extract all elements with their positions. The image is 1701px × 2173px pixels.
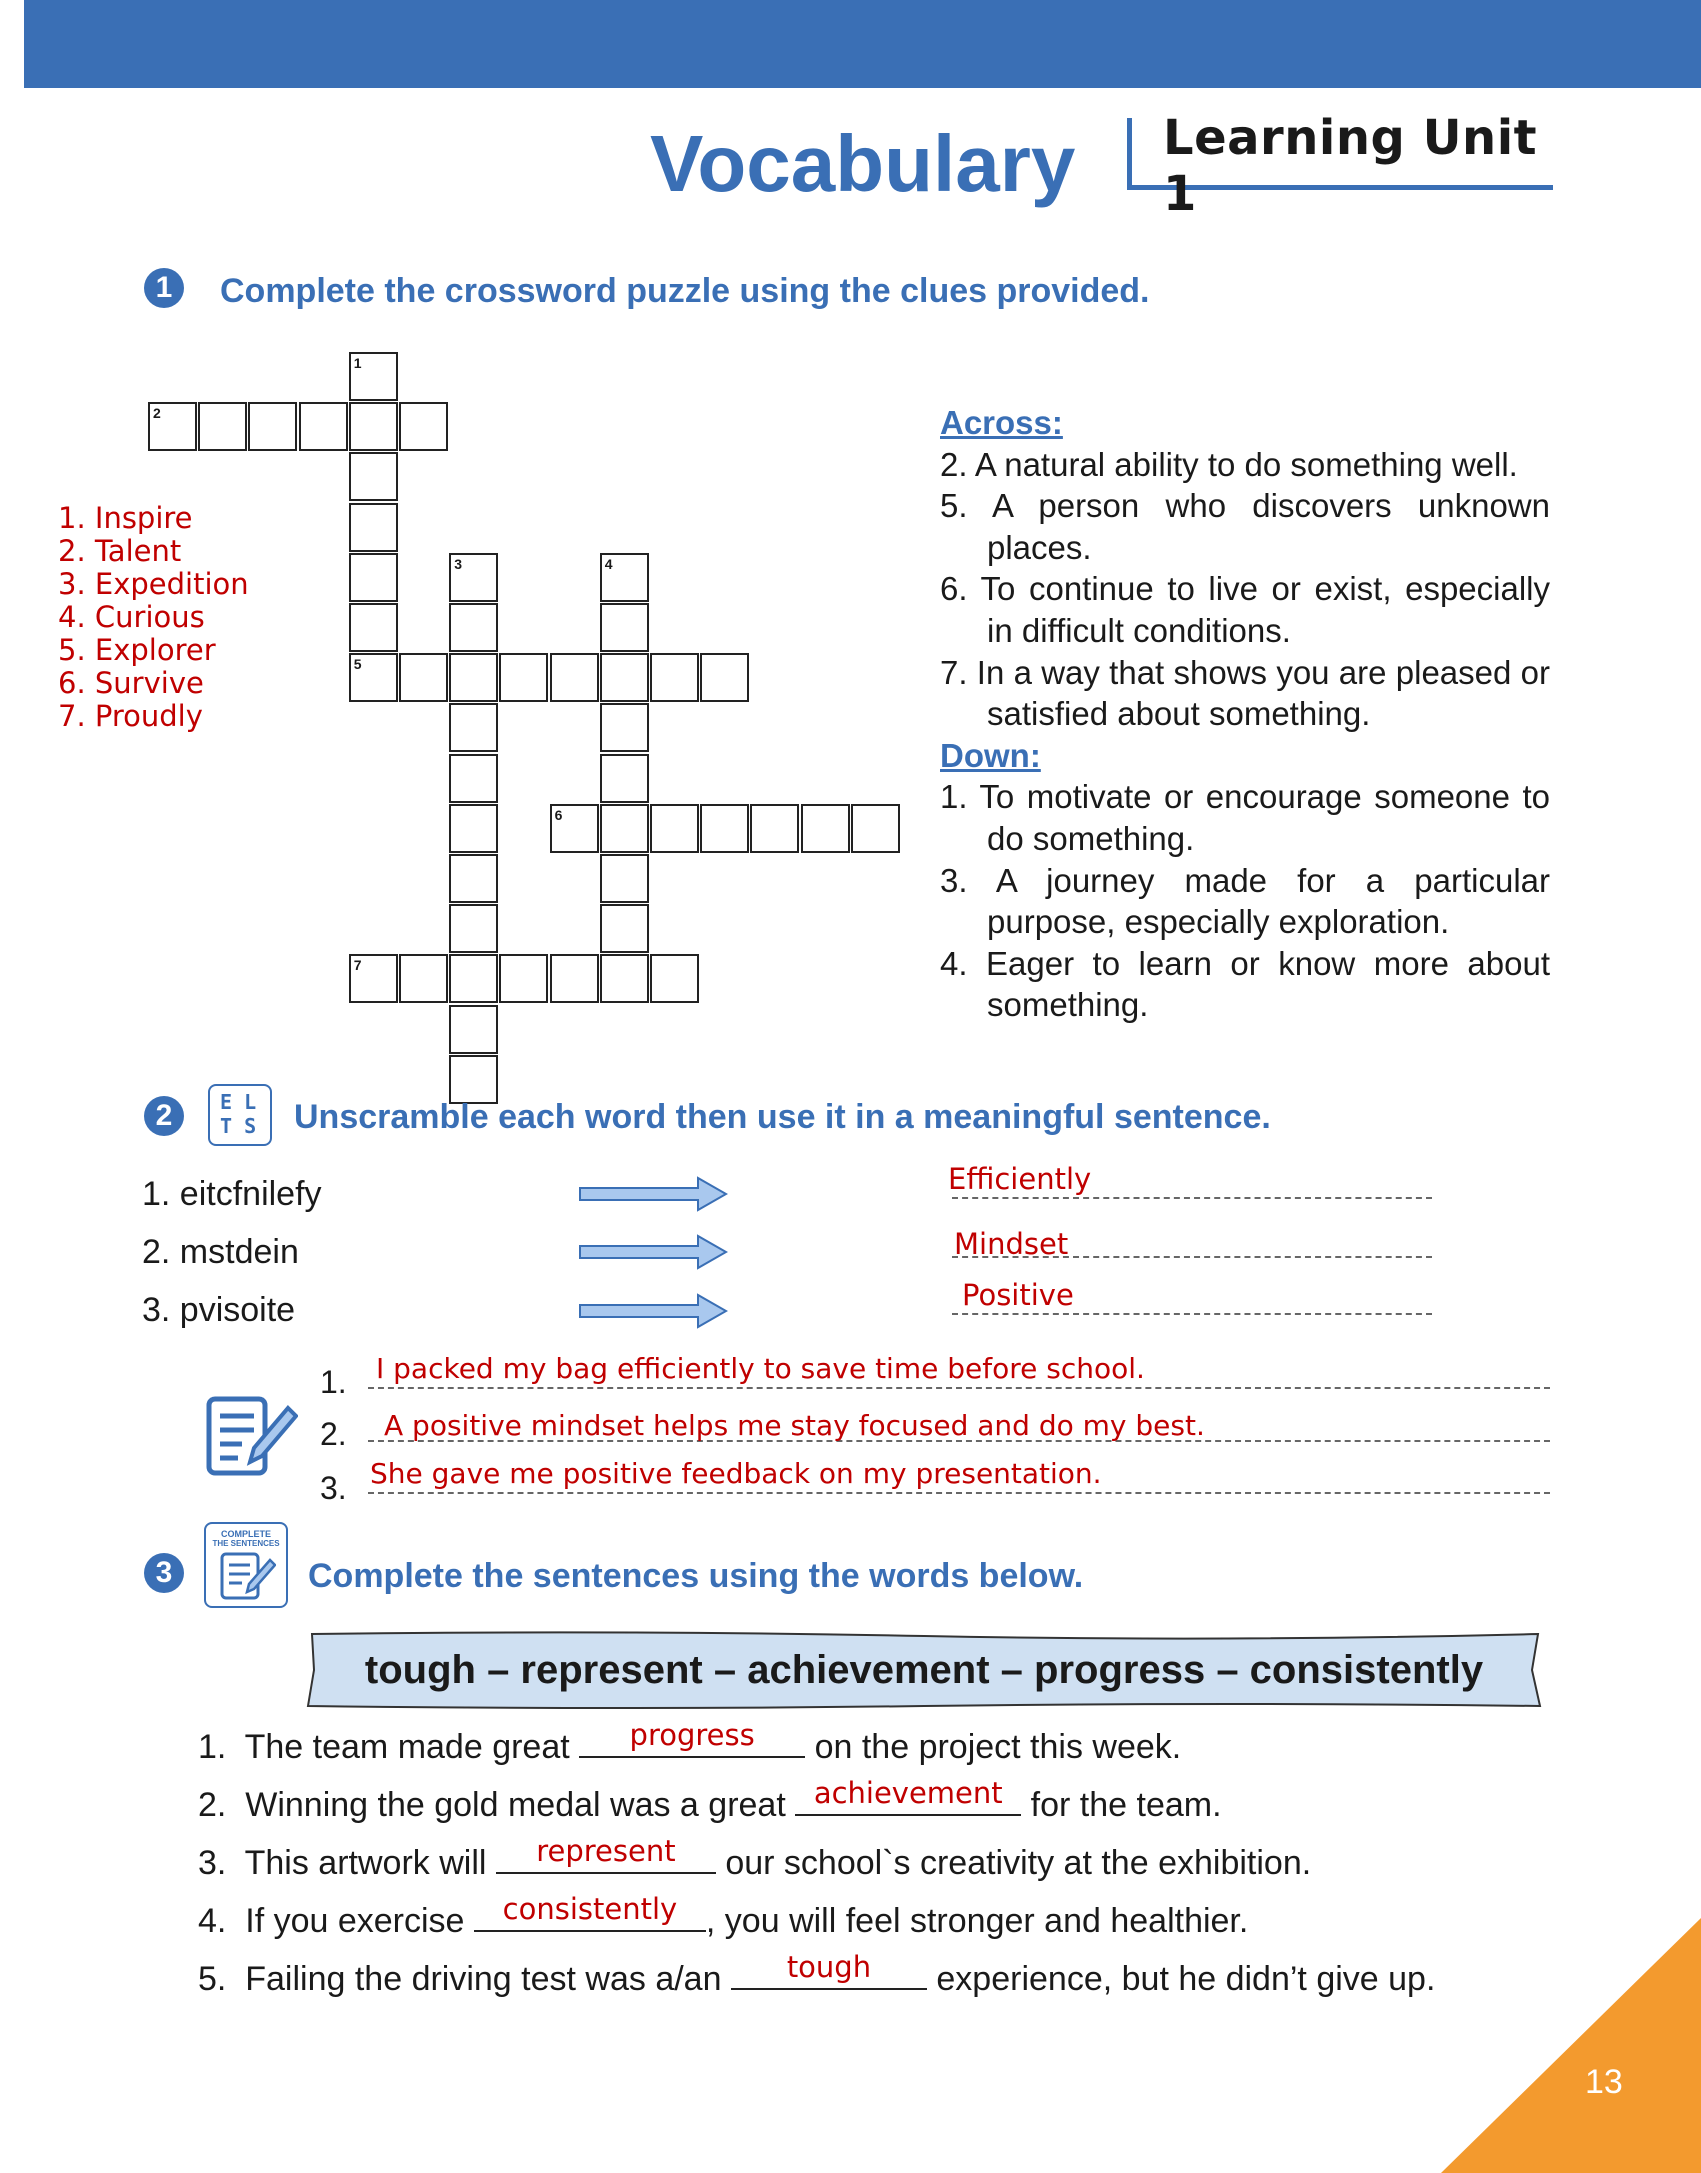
crossword-cell[interactable] [600, 954, 649, 1003]
sentence-end: experience, but he didn’t give up. [926, 1960, 1436, 1998]
crossword-cell[interactable] [299, 402, 348, 451]
answer-item: 7. Proudly [58, 699, 203, 733]
blank-field[interactable] [496, 1834, 716, 1874]
down-clue: 1. To motivate or encourage someone to do something. [940, 778, 1550, 857]
answer-item: 2. Talent [58, 534, 182, 568]
crossword-cell[interactable] [349, 352, 398, 401]
complete-sentences-icon [204, 1522, 288, 1608]
section-2-number-badge: 2 [144, 1096, 184, 1136]
scrambled-word: 3. pvisoite [142, 1291, 296, 1329]
sentence-end: on the project this week. [805, 1728, 1182, 1766]
scrambled-word: 1. eitcfnilefy [142, 1175, 322, 1213]
sentence-start: 2. Winning the gold medal was a great [198, 1786, 796, 1824]
section-3-number-badge: 3 [144, 1553, 184, 1593]
crossword-cell[interactable] [349, 452, 398, 501]
clue-number: 3 [454, 555, 462, 572]
crossword-cell[interactable] [550, 954, 599, 1003]
crossword-cell[interactable] [449, 553, 498, 602]
clue-number: 1 [353, 355, 362, 371]
across-clue: 5. A person who discovers unknown places. [940, 487, 1550, 566]
answer-line [952, 1313, 1432, 1315]
arrow-icon [578, 1293, 728, 1329]
header-bar [24, 0, 1701, 88]
crossword-cell[interactable] [600, 653, 649, 702]
crossword-cell[interactable] [700, 804, 749, 853]
crossword-cell[interactable] [499, 653, 548, 702]
crossword-cell[interactable] [499, 954, 548, 1003]
blank-answer: consistently [502, 1892, 678, 1926]
crossword-cell[interactable] [550, 804, 599, 853]
crossword-cell[interactable] [449, 954, 498, 1003]
ielts-letter: T [220, 1114, 233, 1138]
crossword-cell[interactable] [650, 653, 699, 702]
arrow-icon [578, 1234, 728, 1270]
clue-number: 5 [353, 656, 362, 673]
sentence-number: 2. [320, 1416, 347, 1452]
crossword-cell[interactable] [449, 904, 498, 953]
crossword-cell[interactable] [600, 904, 649, 953]
across-heading: Across: [940, 404, 1063, 441]
sentence-line [368, 1387, 1550, 1389]
crossword-cell[interactable] [349, 954, 398, 1003]
crossword-cell[interactable] [600, 804, 649, 853]
blank-answer: represent [536, 1834, 676, 1868]
crossword-cell[interactable] [650, 954, 699, 1003]
section-1-instruction: Complete the crossword puzzle using the clues provided. [220, 272, 1150, 310]
crossword-cell[interactable] [349, 603, 398, 652]
arrow-icon [578, 1176, 728, 1212]
answer-item: 5. Explorer [58, 633, 216, 667]
icon-label: COMPLETE [220, 1529, 271, 1539]
example-sentence: A positive mindset helps me stay focused and do my best. [384, 1409, 1205, 1442]
unit-title: Learning Unit 1 [1163, 110, 1538, 222]
crossword-cell[interactable] [349, 402, 398, 451]
sentence-number: 1. [320, 1364, 347, 1400]
crossword-cell[interactable] [600, 553, 649, 602]
blank-field[interactable] [579, 1718, 805, 1758]
sentence-start: 4. If you exercise [198, 1902, 474, 1940]
blank-field[interactable] [474, 1892, 706, 1932]
crossword-cell[interactable] [198, 402, 247, 451]
answer-item: 3. Expedition [58, 567, 249, 601]
sentence-start: 5. Failing the driving test was a/an [198, 1960, 731, 1998]
sentence-line [368, 1492, 1550, 1494]
blank-answer: progress [629, 1718, 755, 1752]
crossword-answer-list [58, 502, 249, 733]
icon-label: THE SENTENCES [212, 1539, 280, 1548]
scrambled-word: 2. mstdein [142, 1233, 299, 1271]
crossword-cell[interactable] [449, 1005, 498, 1054]
ielts-letter: L [244, 1090, 257, 1114]
crossword-cell[interactable] [750, 804, 799, 853]
down-clue: 3. A journey made for a particular purpose, especially exploration. [940, 861, 1550, 941]
crossword-cell[interactable] [248, 402, 297, 451]
crossword-cell[interactable] [349, 653, 398, 702]
crossword-cell[interactable] [148, 402, 197, 451]
blank-field[interactable] [731, 1950, 927, 1990]
ielts-icon [208, 1084, 272, 1146]
fill-sentence [198, 1950, 1436, 1999]
down-heading: Down: [940, 736, 1041, 774]
example-sentence: She gave me positive feedback on my presentation. [370, 1457, 1102, 1490]
answer-item: 6. Survive [58, 666, 204, 700]
sentence-start: 3. This artwork will [198, 1844, 496, 1882]
crossword-cell[interactable] [399, 653, 448, 702]
crossword-clues [940, 402, 1550, 1026]
clue-number: 4 [604, 555, 613, 572]
crossword-cell[interactable] [600, 754, 649, 803]
crossword-cell[interactable] [700, 653, 749, 702]
example-sentence: I packed my bag efficiently to save time before school. [376, 1352, 1145, 1385]
fill-sentence [198, 1834, 1312, 1883]
unscrambled-answer: Positive [962, 1278, 1074, 1312]
answer-line [952, 1197, 1432, 1199]
blank-answer: achievement [813, 1776, 1003, 1810]
blank-answer: tough [786, 1950, 872, 1984]
page-number: 13 [1585, 2063, 1623, 2101]
page-title: Vocabulary [650, 119, 1076, 208]
down-clue: 4. Eager to learn or know more about something. [940, 944, 1550, 1024]
crossword-cell[interactable] [449, 754, 498, 803]
writing-icon [206, 1396, 298, 1478]
crossword-cell[interactable] [349, 503, 398, 552]
crossword-cell[interactable] [399, 402, 448, 451]
sentence-end: our school`s creativity at the exhibition. [715, 1844, 1312, 1882]
crossword-cell[interactable] [650, 804, 699, 853]
blank-field[interactable] [795, 1776, 1021, 1816]
crossword-cell[interactable] [600, 854, 649, 903]
crossword-cell[interactable] [550, 653, 599, 702]
crossword-cell[interactable] [801, 804, 850, 853]
across-clue: 6. To continue to live or exist, especially in difficult conditions. [940, 570, 1550, 649]
crossword-cell[interactable] [600, 703, 649, 752]
ielts-letter: S [244, 1114, 257, 1138]
crossword-cell[interactable] [449, 703, 498, 752]
fill-sentence [198, 1718, 1182, 1767]
clue-number: 7 [353, 957, 362, 974]
section-1-number-badge: 1 [144, 268, 184, 308]
section-2-instruction: Unscramble each word then use it in a meaningful sentence. [294, 1098, 1271, 1136]
crossword-cell[interactable] [449, 603, 498, 652]
fill-sentence [198, 1892, 1249, 1941]
pencil-note-icon [220, 1552, 276, 1602]
unscrambled-answer: Efficiently [948, 1162, 1092, 1196]
word-bank: tough – represent – achievement – progress – consistently [364, 1648, 1484, 1692]
crossword-cell[interactable] [851, 804, 900, 853]
sentence-end: for the team. [1021, 1786, 1222, 1824]
sentence-number: 3. [320, 1470, 347, 1506]
crossword-cell[interactable] [449, 854, 498, 903]
crossword-cell[interactable] [600, 603, 649, 652]
unit-label-box [1127, 88, 1553, 222]
sentence-start: 1. The team made great [198, 1728, 580, 1766]
sentence-end: , you will feel stronger and healthier. [705, 1902, 1249, 1940]
corner-triangle [1441, 1918, 1701, 2173]
unscrambled-answer: Mindset [954, 1227, 1069, 1261]
answer-item: 4. Curious [58, 600, 205, 634]
across-clue: 2. A natural ability to do something well. [940, 445, 1518, 483]
ielts-letter: E [220, 1090, 233, 1114]
across-clue: 7. In a way that shows you are pleased or satisfied about something. [940, 653, 1550, 733]
unit-box-left-rule [1127, 118, 1132, 190]
crossword-cell[interactable] [449, 1055, 498, 1104]
section-3-instruction: Complete the sentences using the words below. [308, 1557, 1084, 1595]
answer-item: 1. Inspire [58, 501, 193, 535]
crossword-cell[interactable] [449, 804, 498, 853]
clue-number: 6 [554, 806, 563, 823]
crossword-cell[interactable] [399, 954, 448, 1003]
crossword-cell[interactable] [349, 553, 398, 602]
clue-number: 2 [153, 405, 161, 422]
crossword-cell[interactable] [449, 653, 498, 702]
fill-sentence [198, 1776, 1222, 1825]
